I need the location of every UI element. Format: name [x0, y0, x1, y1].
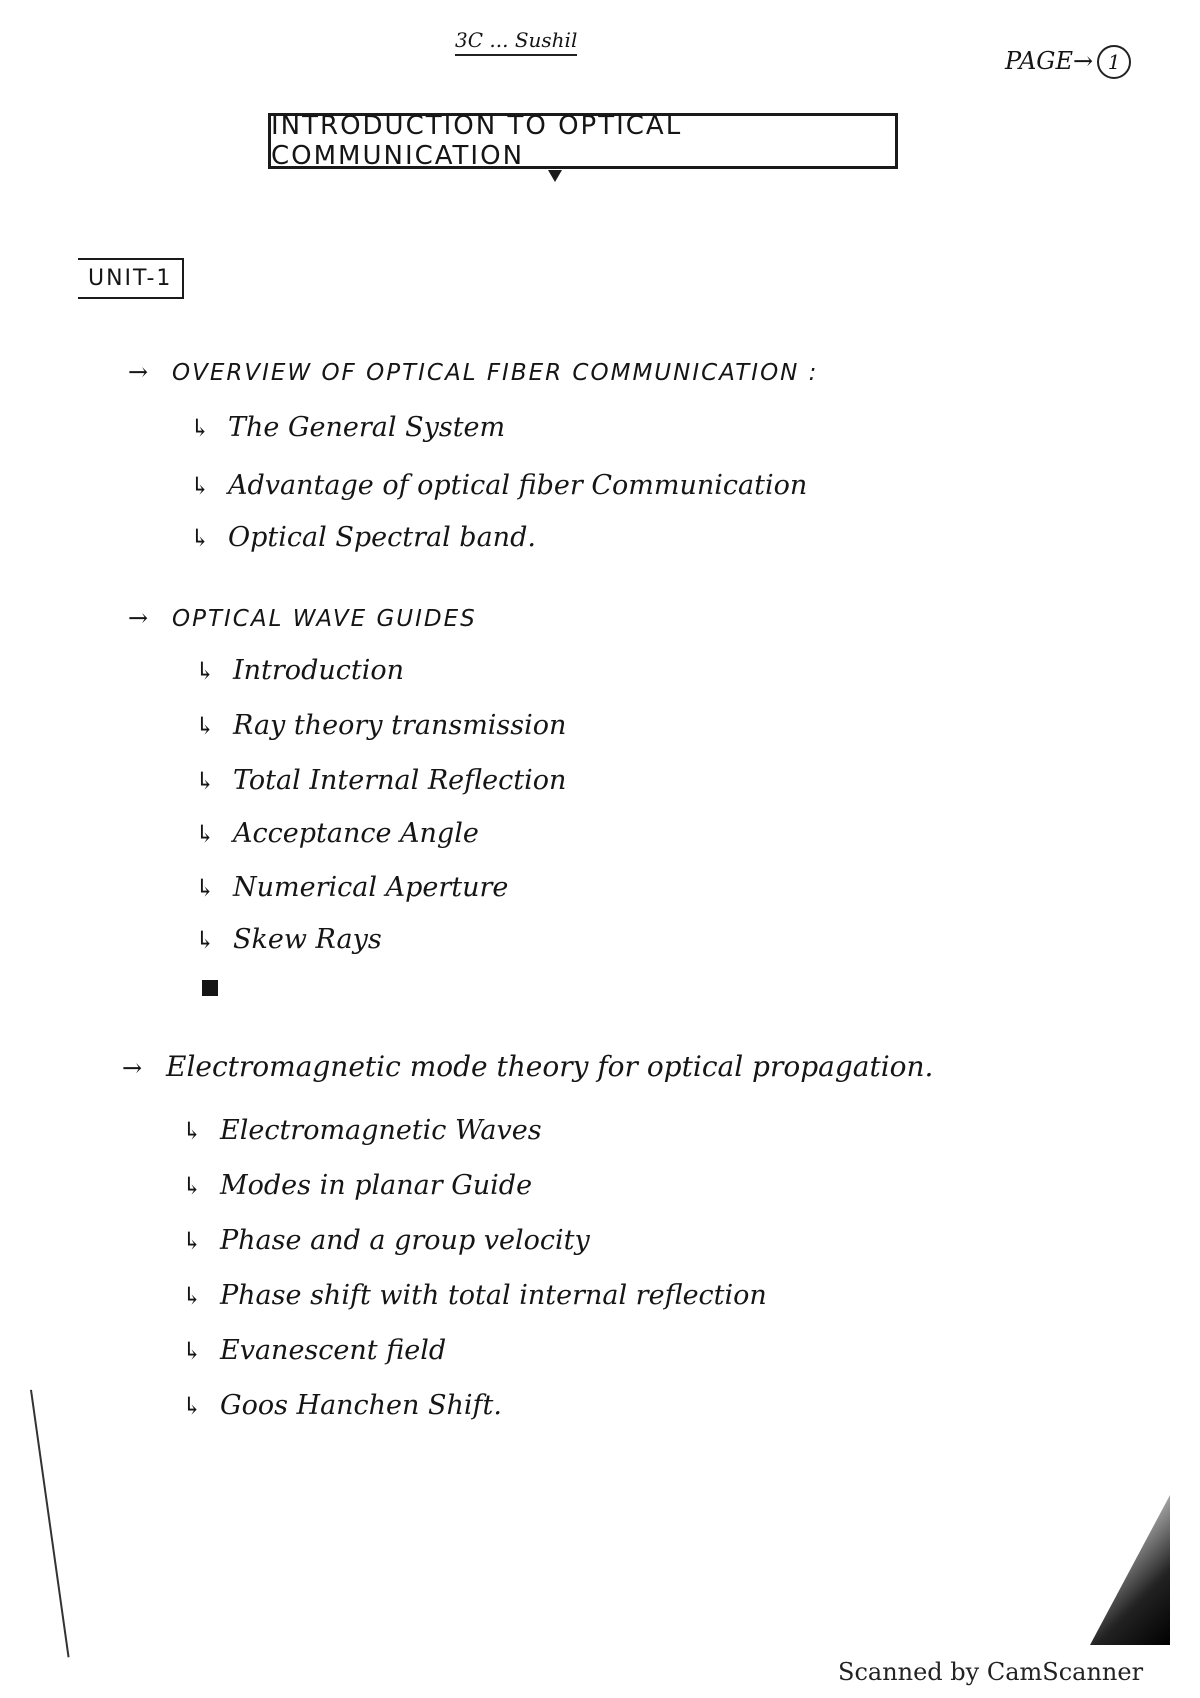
- unit-label: UNIT-1: [78, 258, 184, 299]
- scan-corner-shadow: [1070, 1495, 1170, 1645]
- arrow-icon: →: [128, 358, 149, 386]
- sub-arrow-icon: ↳: [195, 712, 216, 740]
- sub-arrow-icon: ↳: [195, 820, 216, 848]
- sub-arrow-icon: ↳: [195, 874, 216, 902]
- page-title: INTRODUCTION TO OPTICAL COMMUNICATION: [271, 111, 683, 171]
- sub-arrow-icon: ↳: [182, 1392, 203, 1420]
- list-item-text: Skew Rays: [233, 924, 382, 955]
- list-item: [195, 818, 479, 849]
- list-item-text: Goos Hanchen Shift.: [220, 1390, 502, 1421]
- section-overview: [128, 358, 818, 386]
- sub-arrow-icon: ↳: [182, 1227, 203, 1255]
- list-item: [182, 1280, 767, 1311]
- sub-arrow-icon: ↳: [195, 657, 216, 685]
- sub-arrow-icon: ↳: [182, 1172, 203, 1200]
- list-item: [190, 412, 505, 443]
- list-item-text: Ray theory transmission: [233, 710, 567, 741]
- sub-arrow-icon: ↳: [182, 1117, 203, 1145]
- list-item: [182, 1170, 532, 1201]
- sub-arrow-icon: ↳: [190, 524, 211, 552]
- list-item: [190, 470, 807, 501]
- title-box-notch: [548, 170, 562, 182]
- list-item-text: The General System: [228, 412, 506, 443]
- arrow-icon: →: [122, 1054, 143, 1082]
- arrow-icon: →: [128, 604, 149, 632]
- section-optical-wave-guides: [128, 604, 477, 632]
- list-item: [190, 522, 536, 553]
- page-title-box: [268, 113, 898, 169]
- list-item-text: Phase and a group velocity: [220, 1225, 590, 1256]
- list-item: [182, 1225, 590, 1256]
- list-item-text: Modes in planar Guide: [220, 1170, 533, 1201]
- list-item-text: Phase shift with total internal reflection: [220, 1280, 767, 1311]
- list-item: [182, 1390, 502, 1421]
- list-item: [195, 924, 382, 955]
- list-item: [195, 710, 566, 741]
- list-item-text: Acceptance Angle: [233, 818, 479, 849]
- list-item-text: Optical Spectral band.: [228, 522, 536, 553]
- list-item-text: Numerical Aperture: [233, 872, 509, 903]
- list-item-text: Advantage of optical fiber Communication: [228, 470, 808, 501]
- list-item: [182, 1335, 446, 1366]
- list-item-text: Introduction: [233, 655, 404, 686]
- section-electromagnetic-mode-theory: [122, 1050, 933, 1083]
- list-item-text: Evanescent field: [220, 1335, 447, 1366]
- sub-arrow-icon: ↳: [182, 1337, 203, 1365]
- page-number-circle: 1: [1097, 45, 1131, 79]
- sub-arrow-icon: ↳: [182, 1282, 203, 1310]
- list-item: [195, 655, 404, 686]
- section-heading: OPTICAL WAVE GUIDES: [172, 606, 477, 632]
- list-item: [182, 1115, 542, 1146]
- list-item: [195, 872, 508, 903]
- section-heading: Electromagnetic mode theory for optical propagation.: [166, 1050, 934, 1083]
- list-item-text: Total Internal Reflection: [233, 765, 567, 796]
- signature: 3C ... Sushil: [455, 28, 577, 56]
- scan-edge-line: [30, 1390, 70, 1658]
- page-number-label: [1005, 45, 1131, 79]
- ink-mark: [202, 980, 218, 996]
- sub-arrow-icon: ↳: [190, 414, 211, 442]
- sub-arrow-icon: ↳: [195, 767, 216, 795]
- section-heading: OVERVIEW OF OPTICAL FIBER COMMUNICATION :: [172, 360, 819, 386]
- list-item: [195, 765, 566, 796]
- page-label-text: PAGE→: [1005, 47, 1094, 75]
- sub-arrow-icon: ↳: [195, 926, 216, 954]
- scanner-watermark: Scanned by CamScanner: [838, 1658, 1144, 1686]
- list-item-text: Electromagnetic Waves: [220, 1115, 542, 1146]
- sub-arrow-icon: ↳: [190, 472, 211, 500]
